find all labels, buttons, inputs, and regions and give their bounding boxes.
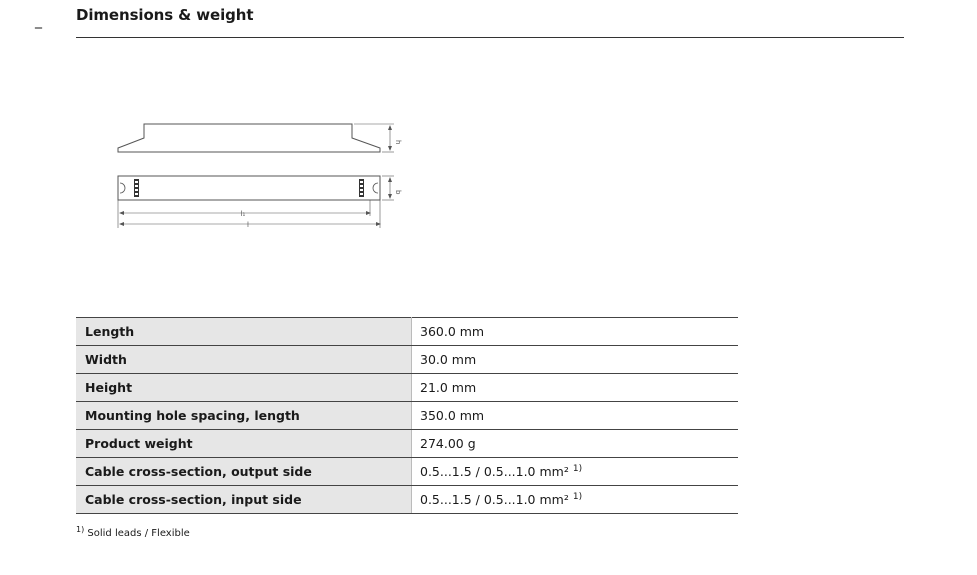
spec-footnote-ref: 1) [572,464,583,474]
dim-label-b: b [394,190,402,195]
table-row [76,346,738,374]
footnote [76,525,190,539]
spec-label: Cable cross-section, input side [76,486,412,514]
spec-value [412,374,739,402]
footnote-text: Solid leads / Flexible [87,528,190,539]
table-row [76,374,738,402]
dim-label-h: h [394,140,402,145]
table-row [76,430,738,458]
spec-value [412,346,739,374]
spec-value-text: 0.5...1.5 / 0.5...1.0 mm² [420,464,569,479]
spec-value [412,430,739,458]
spec-value-text: 350.0 mm [420,408,485,423]
spec-value-text: 30.0 mm [420,352,477,367]
table-row [76,486,738,514]
spec-label: Cable cross-section, output side [76,458,412,486]
dim-label-l: l [247,221,249,229]
top-view-outline [118,176,380,200]
spec-value [412,318,739,346]
footnote-marker: 1) [76,525,85,534]
spec-value-text: 0.5...1.5 / 0.5...1.0 mm² [420,492,569,507]
spec-label: Width [76,346,412,374]
table-row [76,458,738,486]
spec-label: Height [76,374,412,402]
spec-value-text: 360.0 mm [420,324,485,339]
dimension-drawing [108,112,408,237]
table-row [76,318,738,346]
section-title: Dimensions & weight [76,6,254,24]
spec-label: Mounting hole spacing, length [76,402,412,430]
spec-value-text: 21.0 mm [420,380,477,395]
spec-label: Length [76,318,412,346]
spec-value-text: 274.00 g [420,436,476,451]
spec-value [412,458,739,486]
table-row [76,402,738,430]
specs-table [76,317,738,514]
spec-value [412,402,739,430]
title-divider [76,37,904,38]
spec-label: Product weight [76,430,412,458]
side-view-outline [118,124,380,152]
spec-footnote-ref: 1) [572,492,583,502]
dim-label-l1: l₁ [240,210,246,218]
spec-value [412,486,739,514]
section-toggle-dash[interactable]: _ [35,13,42,29]
